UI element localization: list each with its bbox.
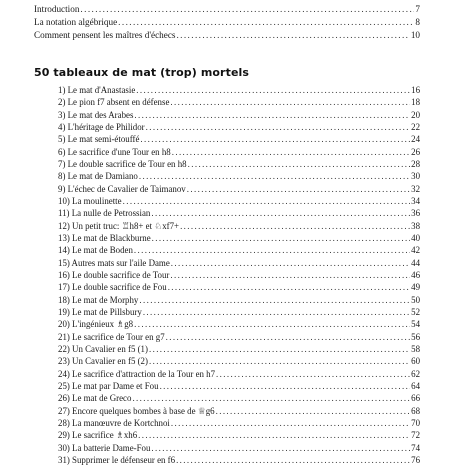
toc-page-number: 46 [411, 269, 420, 280]
toc-row [58, 269, 420, 281]
dot-leader [160, 380, 411, 392]
dot-leader [216, 368, 410, 380]
toc-entry-title: 15) Autres mats sur l'aile Dame [58, 257, 170, 268]
toc-entry-title: 13) Le mat de Blackburne [58, 232, 151, 243]
toc-page-number: 64 [411, 380, 420, 391]
toc-page-number: 38 [411, 220, 420, 231]
dot-leader [138, 429, 410, 441]
toc-entry-title: 27) Encore quelques bombes à base de ♕g6 [58, 405, 215, 416]
toc-row [58, 170, 420, 182]
toc-row [58, 232, 420, 244]
toc-row [58, 183, 420, 195]
intro-toc [34, 3, 420, 43]
toc-entry-title: La notation algébrique [34, 17, 118, 28]
toc-entry-title: 14) Le mat de Boden [58, 245, 133, 256]
toc-page-number: 28 [411, 158, 420, 169]
toc-page-number: 52 [411, 306, 420, 317]
toc-page-number: 62 [411, 368, 420, 379]
toc-row [58, 368, 420, 380]
toc-page-number: 50 [411, 294, 420, 305]
dot-leader [134, 109, 410, 121]
toc-page-number: 68 [411, 405, 420, 416]
toc-page-number: 60 [411, 356, 420, 367]
dot-leader [134, 318, 410, 330]
dot-leader [216, 405, 411, 417]
toc-entry-title: Comment pensent les maîtres d'échecs [34, 30, 176, 41]
toc-row [58, 331, 420, 343]
toc-page-number: 58 [411, 343, 420, 354]
toc-page-number: 8 [415, 17, 420, 28]
toc-page-number: 24 [411, 134, 420, 145]
toc-entry-title: 23) Un Cavalier en f5 (2) [58, 356, 148, 367]
dot-leader [188, 158, 411, 170]
dot-leader [187, 183, 410, 195]
toc-row [58, 380, 420, 392]
dot-leader [171, 257, 410, 269]
toc-entry-title: 16) Le double sacrifice de Tour [58, 269, 170, 280]
toc-entry-title: 18) Le mat de Morphy [58, 294, 139, 305]
toc-entry-title: 9) L'échec de Cavalier de Taimanov [58, 183, 186, 194]
toc-page-number: 42 [411, 245, 420, 256]
toc-row [58, 158, 420, 170]
toc-row [58, 257, 420, 269]
toc-entry-title: 20) L'ingénieux ♗g8 [58, 319, 134, 330]
dot-leader [132, 392, 410, 404]
dot-leader [134, 244, 410, 256]
toc-page-number: 40 [411, 232, 420, 243]
dot-leader [180, 220, 410, 232]
toc-row [58, 84, 420, 96]
dot-leader [152, 232, 410, 244]
toc-entry-title: 8) Le mat de Damiano [58, 171, 138, 182]
toc-row [58, 109, 420, 121]
toc-row [58, 146, 420, 158]
toc-row [58, 454, 420, 466]
toc-row [58, 96, 420, 108]
toc-row [58, 281, 420, 293]
toc-row [58, 417, 420, 429]
toc-entry-title: 3) Le mat des Arabes [58, 109, 134, 120]
toc-row [58, 294, 420, 306]
toc-row [58, 220, 420, 232]
dot-leader [176, 29, 409, 42]
dot-leader [172, 146, 410, 158]
toc-entry-title: 5) Le mat semi-étouffé [58, 134, 140, 145]
toc-entry-title: 31) Supprimer le défenseur en f6 [58, 454, 176, 465]
toc-page-number: 66 [411, 393, 420, 404]
mate-patterns-toc [58, 84, 420, 466]
toc-row [58, 355, 420, 367]
toc-entry-title: 26) Le mat de Greco [58, 393, 132, 404]
toc-entry-title: 4) L'héritage de Philidor [58, 121, 145, 132]
toc-entry-title: 11) La nulle de Petrossian [58, 208, 151, 219]
toc-entry-title: 21) Le sacrifice de Tour en g7 [58, 331, 165, 342]
dot-leader [139, 170, 410, 182]
toc-page-number: 22 [411, 121, 420, 132]
toc-entry-title: 7) Le double sacrifice de Tour en h8 [58, 158, 187, 169]
toc-entry-title: 29) Le sacrifice ♗xh6 [58, 430, 138, 441]
dot-leader [166, 331, 410, 343]
toc-entry-title: 6) Le sacrifice d'une Tour en h8 [58, 146, 171, 157]
toc-row-maitres [34, 29, 420, 42]
toc-row [58, 306, 420, 318]
toc-entry-title: 28) La manœuvre de Kortchnoi [58, 417, 170, 428]
toc-page-number: 7 [415, 4, 420, 14]
dot-leader [118, 16, 414, 29]
toc-page-number: 34 [411, 195, 420, 206]
toc-page-number: 10 [410, 30, 420, 41]
toc-row-notation [34, 16, 420, 29]
toc-row [58, 244, 420, 256]
dot-leader [143, 306, 410, 318]
toc-row [58, 405, 420, 417]
dot-leader [171, 417, 410, 429]
toc-page-number: 16 [411, 85, 420, 95]
toc-entry-title: 17) Le double sacrifice de Fou [58, 282, 167, 293]
toc-row-introduction [34, 3, 420, 16]
dot-leader [136, 84, 410, 96]
dot-leader [123, 195, 411, 207]
dot-leader [176, 454, 410, 466]
toc-page-number: 36 [411, 208, 420, 219]
toc-page-number: 76 [411, 454, 420, 465]
toc-row [58, 343, 420, 355]
dot-leader [149, 343, 410, 355]
toc-row [58, 392, 420, 404]
toc-page-number: 70 [411, 417, 420, 428]
dot-leader [168, 281, 410, 293]
toc-entry-title: 10) La moulinette [58, 195, 122, 206]
toc-entry-title: 22) Un Cavalier en f5 (1) [58, 343, 148, 354]
toc-entry-title: 24) Le sacrifice d'attraction de la Tour en h7 [58, 368, 216, 379]
toc-entry-title: 12) Un petit truc: ♖h8+ et ♘xf7+ [58, 220, 180, 231]
toc-row [58, 133, 420, 145]
toc-page-number: 56 [411, 331, 420, 342]
toc-page-number: 20 [411, 109, 420, 120]
dot-leader [146, 121, 410, 133]
toc-row [58, 207, 420, 219]
dot-leader [170, 96, 410, 108]
toc-page-number: 74 [411, 442, 420, 453]
toc-row [58, 429, 420, 441]
toc-entry-title: Introduction [34, 4, 80, 14]
toc-page-number: 54 [411, 319, 420, 330]
toc-page-number: 32 [411, 183, 420, 194]
toc-page-number: 72 [411, 430, 420, 441]
toc-page-number: 18 [411, 97, 420, 108]
toc-page-number: 30 [411, 171, 420, 182]
dot-leader [80, 3, 414, 16]
dot-leader [170, 269, 410, 281]
toc-row [58, 195, 420, 207]
toc-entry-title: 30) La batterie Dame-Fou [58, 442, 151, 453]
dot-leader [151, 207, 410, 219]
toc-entry-title: 25) Le mat par Dame et Fou [58, 380, 159, 391]
toc-page-number: 26 [411, 146, 420, 157]
dot-leader [149, 355, 410, 367]
toc-row [58, 318, 420, 330]
toc-entry-title: 19) Le mat de Pillsbury [58, 306, 142, 317]
toc-entry-title: 2) Le pion f7 absent en défense [58, 97, 170, 108]
section-heading: 50 tableaux de mat (trop) mortels [34, 66, 250, 79]
toc-page-number: 44 [411, 257, 420, 268]
toc-page-number: 49 [411, 282, 420, 293]
toc-entry-title: 1) Le mat d'Anastasie [58, 85, 136, 95]
toc-row [58, 121, 420, 133]
dot-leader [140, 133, 410, 145]
dot-leader [139, 294, 410, 306]
